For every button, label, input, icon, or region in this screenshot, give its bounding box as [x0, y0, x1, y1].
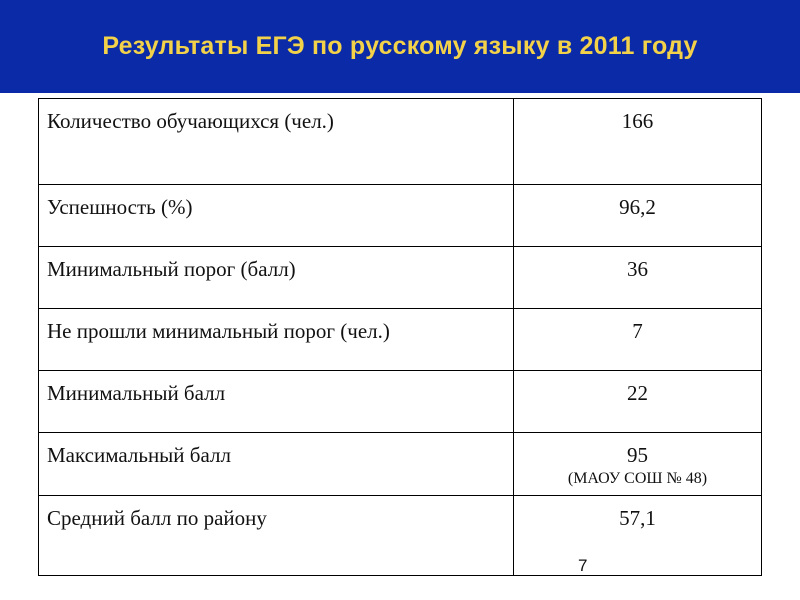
row-label: Количество обучающихся (чел.)	[39, 99, 514, 185]
table-row	[39, 99, 762, 185]
row-value: 95	[627, 443, 648, 467]
table-row	[39, 496, 762, 576]
slide-title: Результаты ЕГЭ по русскому языку в 2011 году	[102, 32, 698, 60]
table-row	[39, 371, 762, 433]
table-row	[39, 433, 762, 496]
row-label: Успешность (%)	[39, 185, 514, 247]
row-value-with-note	[514, 433, 762, 496]
table-row	[39, 309, 762, 371]
row-label: Минимальный порог (балл)	[39, 247, 514, 309]
row-note: (МАОУ СОШ № 48)	[567, 470, 708, 487]
row-value: 36	[514, 247, 762, 309]
row-label: Средний балл по району	[39, 496, 514, 576]
results-table	[38, 98, 762, 576]
table-row	[39, 247, 762, 309]
row-value: 96,2	[514, 185, 762, 247]
row-value: 57,1	[514, 496, 762, 576]
row-value: 22	[514, 371, 762, 433]
row-label: Максимальный балл	[39, 433, 514, 496]
row-label: Минимальный балл	[39, 371, 514, 433]
row-value: 166	[514, 99, 762, 185]
row-label: Не прошли минимальный порог (чел.)	[39, 309, 514, 371]
page-number: 7	[578, 556, 588, 575]
table-row	[39, 185, 762, 247]
row-value: 7	[514, 309, 762, 371]
